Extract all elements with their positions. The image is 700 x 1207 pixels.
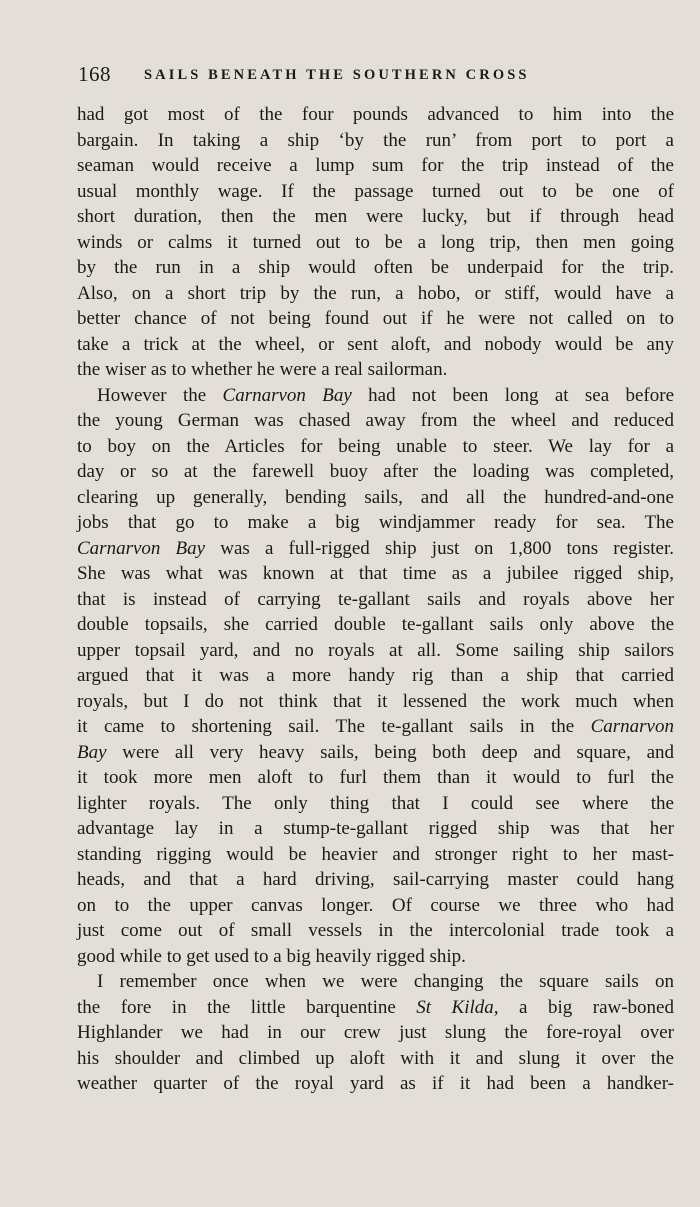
body-text	[77, 102, 674, 1097]
text-line: to boy on the Articles for being unable to steer. We lay for a	[77, 435, 674, 457]
text-line: Highlander we had in our crew just slung the fore-royal over	[77, 1022, 674, 1043]
text-line: winds or calms it turned out to be a long trip, then men going	[77, 231, 674, 253]
paragraph	[77, 102, 674, 383]
text-line: I remember once when we were changing the square sails on	[97, 971, 674, 992]
text-line: bargain. In taking a ship ‘by the run’ from port to port a	[77, 129, 674, 151]
text-line: royals, but I do not think that it lessened the work much when	[77, 690, 674, 712]
text-line: just come out of small vessels in the intercolonial trade took a	[77, 920, 674, 941]
text-line: it took more men aloft to furl them than it would to furl the	[77, 767, 674, 788]
text-line: lighter royals. The only thing that I could see where the	[77, 792, 674, 814]
text-line: on to the upper canvas longer. Of course we three who had	[77, 894, 674, 916]
paragraph	[77, 969, 674, 1097]
text-line: the young German was chased away from the wheel and reduced	[77, 410, 674, 431]
text-line: standing rigging would be heavier and stronger right to her mast-	[77, 843, 674, 865]
text-line: good while to get used to a big heavily rigged ship.	[77, 945, 466, 967]
text-line: heads, and that a hard driving, sail-carrying master could hang	[77, 869, 674, 890]
text-line: She was what was known at that time as a jubilee rigged ship,	[77, 563, 674, 584]
text-line: seaman would receive a lump sum for the trip instead of the	[77, 155, 674, 176]
text-line: had got most of the four pounds advanced to him into the	[77, 104, 674, 125]
text-line: double topsails, she carried double te-gallant sails only above the	[77, 614, 674, 635]
text-line: by the run in a ship would often be underpaid for the trip.	[77, 257, 674, 278]
text-line: advantage lay in a stump-te-gallant rigged ship was that her	[77, 818, 674, 839]
book-title: SAILS BENEATH THE SOUTHERN CROSS	[144, 67, 530, 83]
text-line: However the Carnarvon Bay had not been long at sea before	[97, 384, 675, 406]
text-line: usual monthly wage. If the passage turned out to be one of	[77, 180, 674, 202]
page-number: 168	[78, 62, 111, 86]
text-line: weather quarter of the royal yard as if it had been a handker-	[77, 1073, 674, 1094]
text-line: Bay were all very heavy sails, being both deep and square, and	[77, 741, 674, 763]
text-line: take a trick at the wheel, or sent aloft, and nobody would be any	[77, 333, 674, 355]
text-line: jobs that go to make a big windjammer ready for sea. The	[77, 512, 674, 533]
text-line: short duration, then the men were lucky, but if through head	[77, 206, 674, 227]
text-line: upper topsail yard, and no royals at all. Some sailing ship sailors	[77, 639, 674, 661]
text-line: Carnarvon Bay was a full-rigged ship just on 1,800 tons register.	[77, 537, 674, 559]
text-line: day or so at the farewell buoy after the loading was completed,	[77, 461, 674, 482]
paragraph	[77, 383, 674, 970]
text-line: the wiser as to whether he were a real sailorman.	[77, 359, 448, 380]
text-line: the fore in the little barquentine St Kilda, a big raw-boned	[77, 996, 674, 1018]
text-line: better chance of not being found out if he were not called on to	[77, 308, 674, 329]
text-line: argued that it was a more handy rig than a ship that carried	[77, 665, 674, 686]
text-line: it came to shortening sail. The te-gallant sails in the Carnarvon	[77, 716, 674, 737]
running-head	[78, 62, 678, 88]
text-line: his shoulder and climbed up aloft with it and slung it over the	[77, 1047, 674, 1069]
text-line: Also, on a short trip by the run, a hobo, or stiff, would have a	[77, 282, 674, 304]
text-line: clearing up generally, bending sails, and all the hundred-and-one	[77, 486, 674, 508]
text-line: that is instead of carrying te-gallant sails and royals above her	[77, 588, 674, 610]
